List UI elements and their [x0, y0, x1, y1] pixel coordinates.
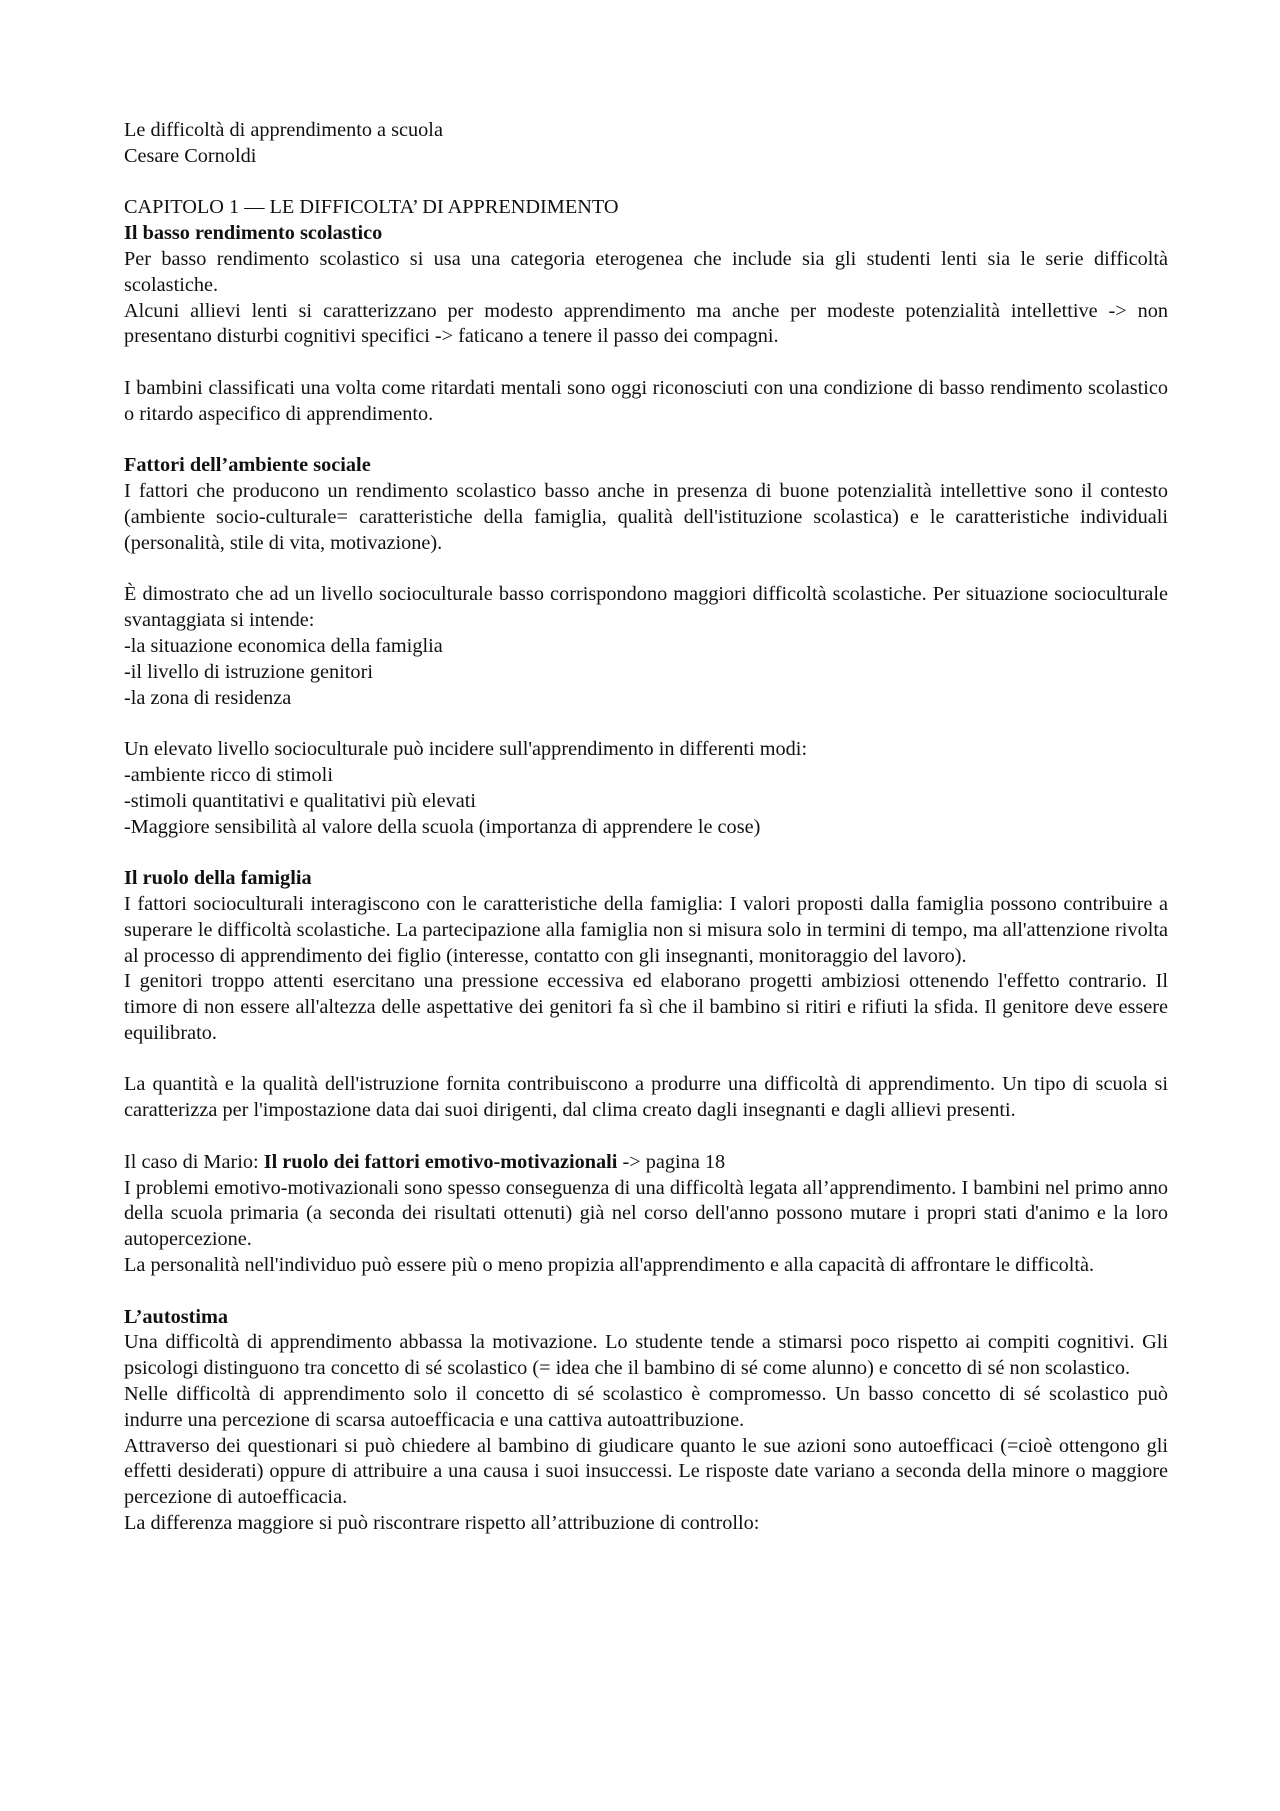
spacer [124, 840, 1168, 866]
section-heading-basso-rendimento: Il basso rendimento scolastico [124, 222, 383, 245]
spacer [124, 350, 1168, 376]
list-item: -la zona di residenza [124, 686, 292, 709]
spacer [124, 1124, 1168, 1150]
author-name: Cesare Cornoldi [124, 144, 257, 167]
spacer [124, 1047, 1168, 1073]
heading-suffix: -> pagina 18 [617, 1150, 726, 1173]
section-heading-ruolo-famiglia: Il ruolo della famiglia [124, 867, 312, 890]
chapter-title: CAPITOLO 1 — LE DIFFICOLTA’ DI APPRENDIMENTO [124, 196, 619, 219]
spacer [124, 170, 1168, 196]
spacer [124, 1279, 1168, 1305]
paragraph: I bambini classificati una volta come ritardati mentali sono oggi riconosciuti con una condizione di basso rendimento scolastico o ritardo aspecifico di apprendimento. [124, 376, 1168, 425]
paragraph: I problemi emotivo-motivazionali sono spesso conseguenza di una difficoltà legata all’apprendimento. I bambini nel primo anno della scuola primaria (a seconda dei risultati ottenuti) già nel corso dell'anno possono mutare i propri stati d'animo e la loro autopercezione. [124, 1176, 1168, 1251]
spacer [124, 711, 1168, 737]
paragraph: Un elevato livello socioculturale può incidere sull'apprendimento in differenti modi: [124, 738, 808, 761]
section-heading-autostima: L’autostima [124, 1305, 229, 1328]
list-item: -Maggiore sensibilità al valore della scuola (importanza di apprendere le cose) [124, 815, 761, 838]
paragraph: Nelle difficoltà di apprendimento solo il concetto di sé scolastico è compromesso. Un basso concetto di sé scolastico può indurre una percezione di scarsa autoefficacia e una cattiva autoattribuzione. [124, 1383, 1168, 1431]
paragraph: I fattori socioculturali interagiscono con le caratteristiche della famiglia: I valori proposti dalla famiglia possono contribuire a superare le difficoltà scolastiche. La partecipazione alla famiglia non si misura solo in termini di tempo, ma all'attenzione rivolta al processo di apprendimento dei figlio (interesse, contatto con gli insegnanti, monitoraggio del lavoro). [124, 892, 1168, 967]
spacer [124, 557, 1168, 583]
paragraph: I fattori che producono un rendimento scolastico basso anche in presenza di buone potenzialità intellettive sono il contesto (ambiente socio-culturale= caratteristiche della famiglia, qualità dell'istituzione scolastica) e le caratteristiche individuali (personalità, stile di vita, motivazione). [124, 480, 1168, 554]
heading-bold: Il ruolo dei fattori emotivo-motivazionali [263, 1150, 618, 1173]
document-page [124, 118, 1168, 1537]
paragraph: I genitori troppo attenti esercitano una pressione eccessiva ed elaborano progetti ambiziosi ottenendo l'effetto contrario. Il timore di non essere all'altezza delle aspettative dei genitori fa sì che il bambino si ritiri e rifiuti la sfida. Il genitore deve essere equilibrato. [124, 970, 1168, 1044]
paragraph: Una difficoltà di apprendimento abbassa la motivazione. Lo studente tende a stimarsi poco rispetto ai compiti cognitivi. Gli psicologi distinguono tra concetto di sé scolastico (= idea che il bambino di sé come alunno) e concetto di sé non scolastico. [124, 1331, 1168, 1380]
paragraph: Per basso rendimento scolastico si usa una categoria eterogenea che include sia gli studenti lenti sia le serie difficoltà scolastiche. [124, 247, 1168, 296]
paragraph: La differenza maggiore si può riscontrare rispetto all’attribuzione di controllo: [124, 1512, 760, 1535]
paragraph: Attraverso dei questionari si può chiedere al bambino di giudicare quanto le sue azioni sono autoefficaci (=cioè ottengono gli effetti desiderati) oppure di attribuire a una causa i suoi insuccessi. Le risposte date variano a seconda della minore o maggiore percezione di autoefficacia. [124, 1434, 1168, 1509]
paragraph: È dimostrato che ad un livello socioculturale basso corrispondono maggiori difficoltà scolastiche. Per situazione socioculturale svantaggiata si intende: [124, 583, 1168, 632]
paragraph: La personalità nell'individuo può essere più o meno propizia all'apprendimento e alla capacità di affrontare le difficoltà. [124, 1254, 1095, 1277]
section-heading-fattori-emotivi [124, 1150, 1168, 1176]
list-item: -ambiente ricco di stimoli [124, 763, 333, 786]
heading-prefix: Il caso di Mario: [124, 1150, 264, 1173]
spacer [124, 428, 1168, 454]
list-item: -la situazione economica della famiglia [124, 634, 443, 657]
list-item: -stimoli quantitativi e qualitativi più elevati [124, 789, 477, 812]
section-heading-ambiente-sociale: Fattori dell’ambiente sociale [124, 454, 371, 477]
paragraph: La quantità e la qualità dell'istruzione fornita contribuiscono a produrre una difficoltà di apprendimento. Un tipo di scuola si caratterizza per l'impostazione data dai suoi dirigenti, dal clima creato dagli insegnanti e dagli allievi presenti. [124, 1073, 1168, 1122]
paragraph: Alcuni allievi lenti si caratterizzano per modesto apprendimento ma anche per modeste potenzialità intellettive -> non presentano disturbi cognitivi specifici -> faticano a tenere il passo dei compagni. [124, 299, 1168, 348]
list-item: -il livello di istruzione genitori [124, 660, 373, 683]
book-title: Le difficoltà di apprendimento a scuola [124, 119, 443, 141]
